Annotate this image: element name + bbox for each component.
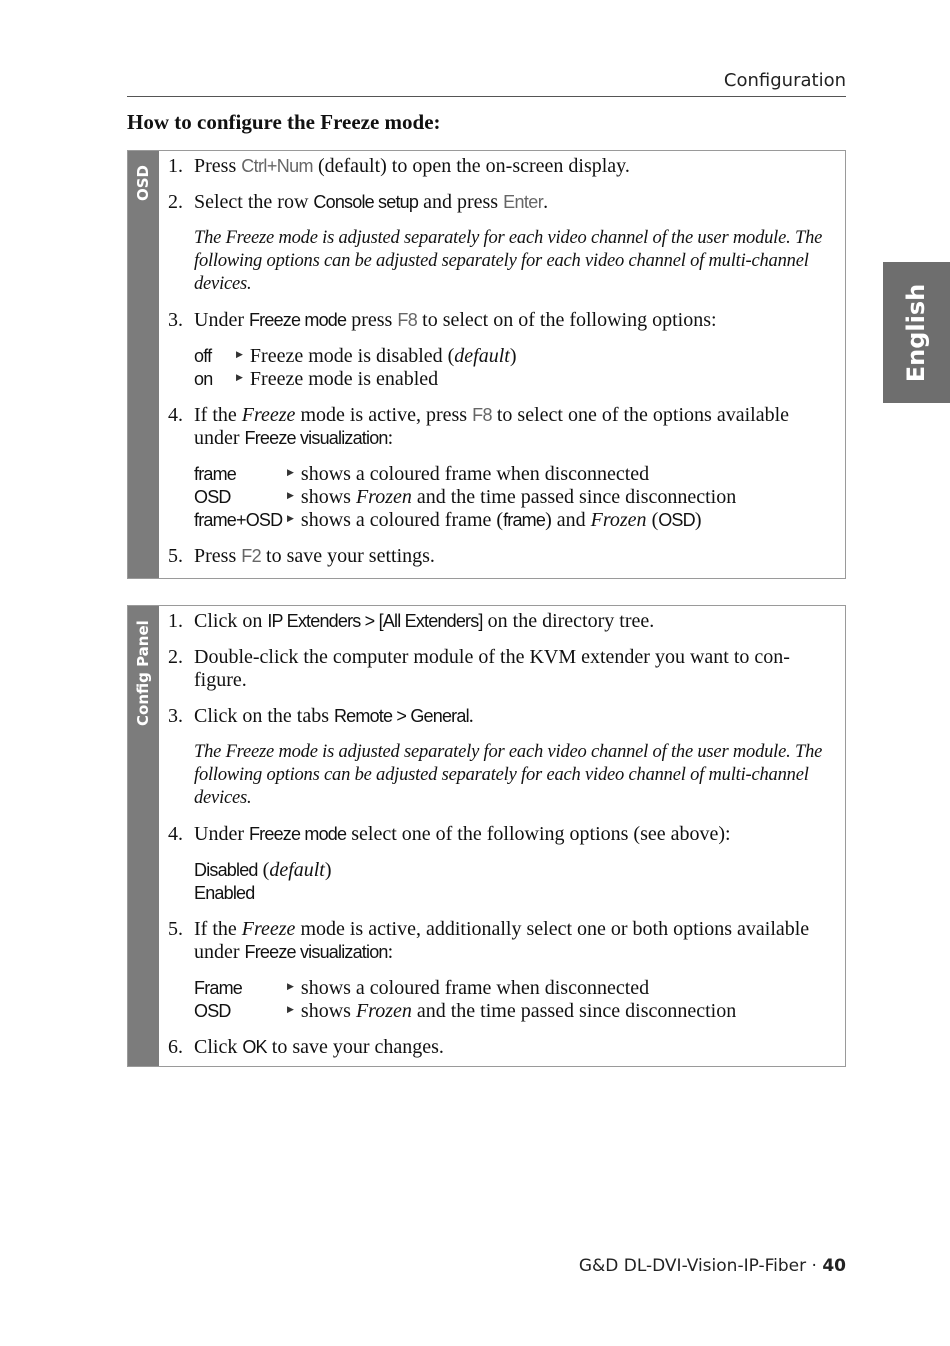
step-number: 5. [168,545,183,567]
cp-step-4 [168,823,833,846]
step-text: . [543,191,549,213]
ui-term: OSD [658,510,695,530]
note-line: The Freeze mode is adjusted separately for each video channel of the user module. The [194,742,823,762]
option-row [194,859,833,882]
key-name: F8 [397,310,418,330]
ui-term: Freeze visualization [244,428,388,448]
step-number: 2. [168,646,183,668]
step-text-italic: Freeze [241,918,296,940]
osd-step-5 [168,545,833,568]
key-name: F8 [472,405,492,425]
step-text: : [387,941,394,963]
option-text-italic: Frozen [355,1000,412,1022]
osd-step-3 [168,309,833,332]
option-row [194,368,833,391]
cp-step-5 [168,918,833,964]
step-number: 1. [168,610,183,632]
step-text: mode is active, additionally select one or both options available [300,918,810,940]
config-panel-sidebar-label: Config Panel [133,620,152,726]
ui-term: OK [242,1037,267,1057]
option-text-italic: default [269,859,325,881]
option-text: shows a coloured frame when disconnected [300,463,650,485]
option-key: off [194,346,212,366]
arrow-right-icon: ▶ [287,981,294,991]
option-text: Freeze mode is enabled [249,368,439,390]
footer-product: G&D DL-DVI-Vision-IP-Fiber · [578,1256,817,1276]
freeze-visualization-options [194,463,833,532]
step-text: Click [194,1036,238,1058]
option-row [194,509,833,532]
step-number: 3. [168,309,183,331]
step-text: to save your changes. [271,1036,444,1058]
step-text: Select the row [194,191,309,213]
step-number: 2. [168,191,183,213]
option-text: Freeze mode is disabled ( [249,345,455,367]
freeze-mode-options [194,345,833,391]
cp-note [194,741,833,810]
option-text: shows a coloured frame when disconnected [300,977,650,999]
step-text: If the [194,404,237,426]
osd-step-2 [168,191,833,214]
cp-step-3 [168,705,833,728]
note-line: following options can be adjusted separately for each video channel of multi-channel [194,251,809,271]
option-key: frame [194,464,237,484]
step-text: mode is active, press [300,404,468,426]
option-row [194,882,833,905]
option-key: Frame [194,978,243,998]
option-text-italic: Frozen [355,486,412,508]
arrow-right-icon: ▶ [287,513,294,523]
language-tab [883,262,950,403]
option-text: shows [300,486,351,508]
step-text: under [194,427,240,449]
step-number: 3. [168,705,183,727]
option-text: shows a coloured frame ( [300,509,504,531]
arrow-right-icon: ▶ [236,349,243,359]
step-number: 1. [168,155,183,177]
note-line: following options can be adjusted separately for each video channel of multi-channel [194,765,809,785]
step-text: and press [423,191,499,213]
step-text: : [387,427,394,449]
note-line: devices. [194,274,252,294]
step-text: under [194,941,240,963]
step-text: to select on of the following options: [422,309,717,331]
option-text-italic: Frozen [590,509,647,531]
page-footer [579,1256,846,1276]
arrow-right-icon: ▶ [287,467,294,477]
osd-note [194,227,833,296]
option-key: on [194,369,213,389]
option-text: and the time passed since disconnection [416,1000,737,1022]
key-name: F2 [241,546,262,566]
step-number: 4. [168,823,183,845]
ui-term: Console setup [313,192,419,212]
option-row [194,977,833,1000]
freeze-mode-options [194,859,833,905]
option-key: OSD [194,487,231,507]
option-row [194,1000,833,1023]
step-text: (default) to open the on-screen display. [317,155,630,177]
option-text: ( [262,859,270,881]
step-text: Press [194,155,237,177]
osd-steps [168,155,833,581]
cp-step-1 [168,610,833,633]
option-text-italic: default [454,345,510,367]
step-text-italic: Freeze [241,404,296,426]
option-text: shows [300,1000,351,1022]
osd-sidebar [128,151,159,578]
step-text: figure. [194,669,247,691]
option-row [194,345,833,368]
cp-step-2 [168,646,833,692]
option-text: ( [651,509,659,531]
key-name: Enter [503,192,544,212]
ui-term: Freeze mode [248,310,347,330]
freeze-visualization-options [194,977,833,1023]
step-text: select one of the following options (see above): [351,823,731,845]
option-key: OSD [194,1001,231,1021]
option-key: Enabled [194,883,255,903]
option-row [194,486,833,509]
step-number: 4. [168,404,183,426]
key-combo: Ctrl+Num [241,156,313,176]
step-text: . [468,705,474,727]
ui-term: Freeze mode [248,824,347,844]
config-panel-instructions-box [127,605,846,1067]
arrow-right-icon: ▶ [287,1004,294,1014]
osd-instructions-box [127,150,846,579]
step-text: to save your settings. [266,545,435,567]
language-tab-label: English [902,283,931,382]
note-line: devices. [194,788,252,808]
step-text: Double-click the computer module of the KVM extender you want to con- [194,646,790,668]
option-text: ) [694,509,702,531]
step-number: 5. [168,918,183,940]
config-panel-steps [168,610,833,1072]
section-heading: How to configure the Freeze mode: [127,110,441,134]
option-text: and the time passed since disconnection [416,486,737,508]
ui-term: frame [503,510,546,530]
ui-term: IP Extenders > [All Extenders] [267,611,483,631]
step-text: press [351,309,393,331]
step-text: Under [194,309,244,331]
osd-step-1 [168,155,833,178]
option-row [194,463,833,486]
osd-step-4 [168,404,833,450]
step-text: on the directory tree. [487,610,655,632]
osd-sidebar-label: OSD [133,164,152,201]
step-number: 6. [168,1036,183,1058]
ui-term: Freeze visualization [244,942,388,962]
header-divider [127,96,846,97]
step-text: Under [194,823,244,845]
config-panel-sidebar [128,606,159,1066]
note-line: The Freeze mode is adjusted separately for each video channel of the user module. The [194,228,823,248]
step-text: Press [194,545,237,567]
option-key: Disabled [194,860,258,880]
option-text: ) [509,345,517,367]
option-text: ) [324,859,332,881]
arrow-right-icon: ▶ [287,490,294,500]
option-text: ) and [545,509,586,531]
step-text: to select one of the options available [496,404,790,426]
option-key: frame+OSD [194,510,283,530]
page-number: 40 [822,1256,846,1276]
arrow-right-icon: ▶ [236,372,243,382]
step-text: Click on [194,610,263,632]
cp-step-6 [168,1036,833,1059]
step-text: If the [194,918,237,940]
page-header-title: Configuration [723,70,846,91]
ui-term: Remote > General [333,706,469,726]
step-text: Click on the tabs [194,705,329,727]
